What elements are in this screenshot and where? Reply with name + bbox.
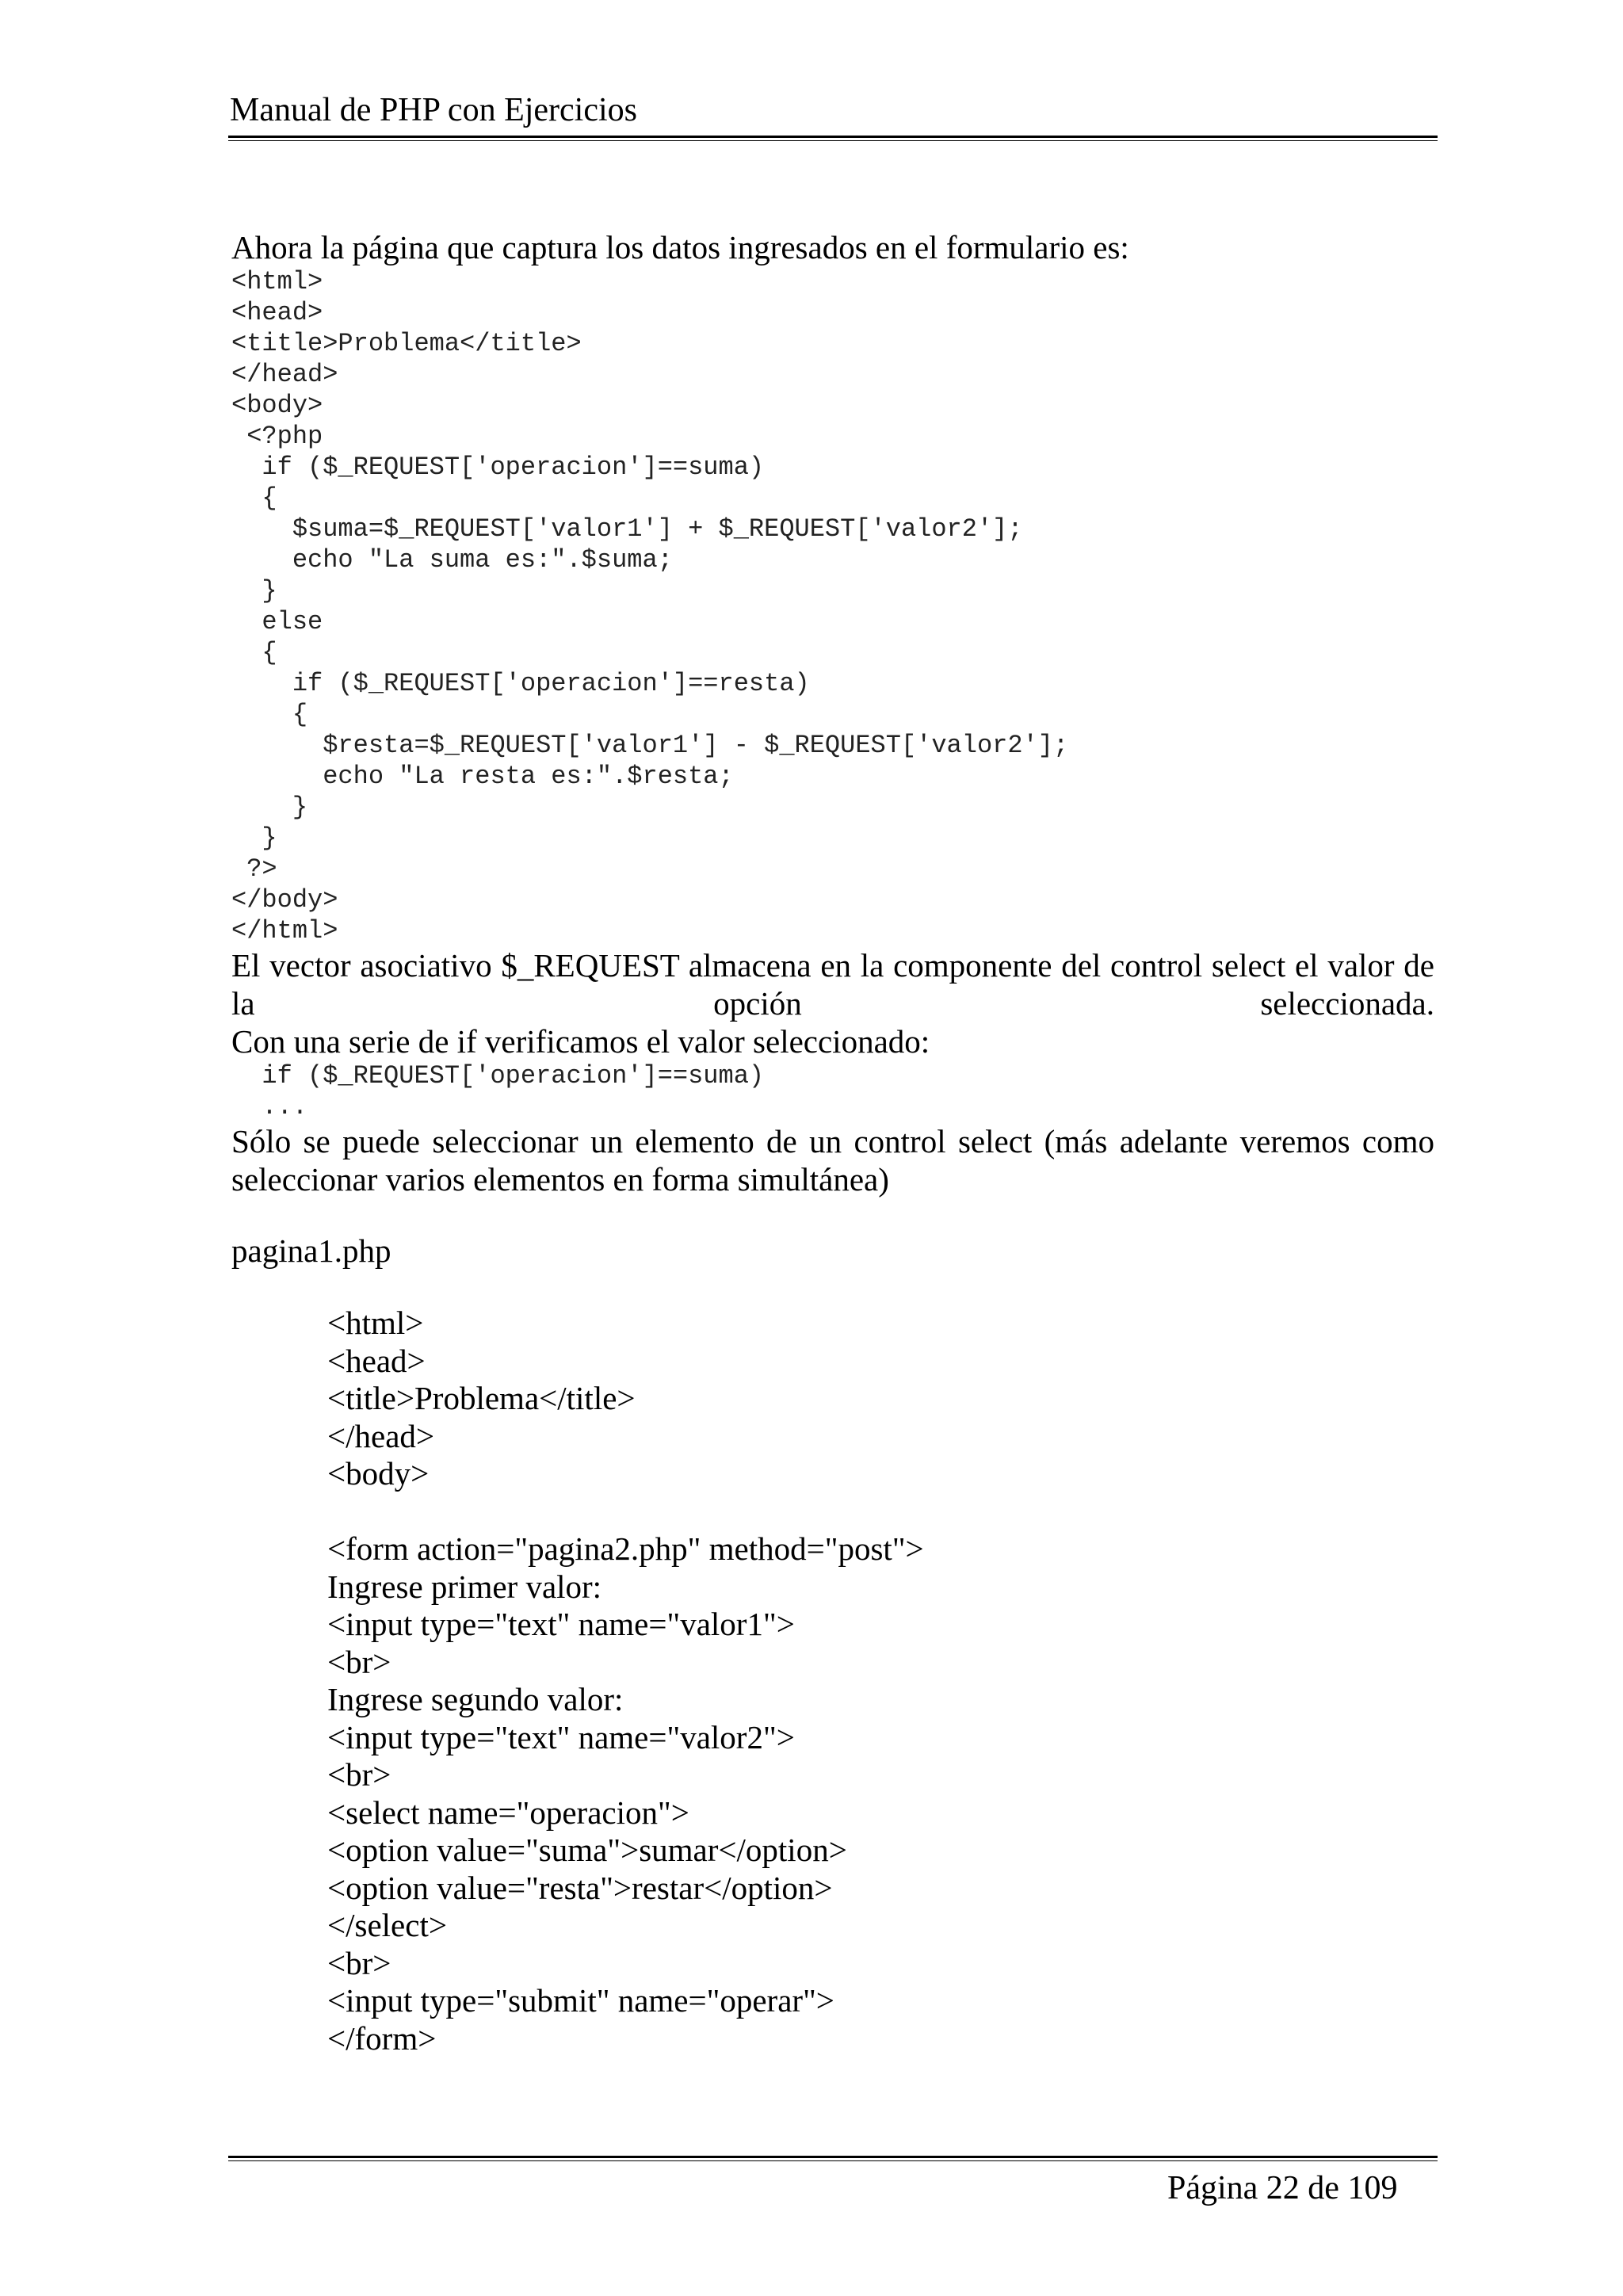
php-code-block: [231, 266, 1434, 946]
code-line: ?>: [231, 854, 277, 884]
serie-paragraph: Con una serie de if verificamos el valor seleccionado:: [231, 1023, 930, 1060]
code-line: <body>: [327, 1455, 430, 1492]
code-line: <form action="pagina2.php" method="post">: [327, 1530, 924, 1567]
code-line: if ($_REQUEST['operacion']==suma): [231, 1061, 765, 1091]
code-line: <html>: [327, 1305, 424, 1341]
spacer: [231, 1198, 1434, 1232]
code-line: echo "La suma es:".$suma;: [231, 545, 673, 575]
code-line: if ($_REQUEST['operacion']==resta): [231, 669, 810, 698]
filename-label: pagina1.php: [231, 1232, 391, 1269]
intro-paragraph: Ahora la página que captura los datos ingresados en el formulario es:: [231, 229, 1129, 266]
code-line: Ingrese primer valor:: [327, 1568, 602, 1605]
code-line: <br>: [327, 1643, 391, 1680]
code-line: if ($_REQUEST['operacion']==suma): [231, 453, 765, 482]
code-line: $resta=$_REQUEST['valor1'] - $_REQUEST['valor2'];: [231, 731, 1069, 760]
code-line: <input type="text" name="valor1">: [327, 1606, 795, 1642]
code-line: echo "La resta es:".$resta;: [231, 762, 734, 791]
code-line: $suma=$_REQUEST['valor1'] + $_REQUEST['valor2'];: [231, 514, 1023, 544]
code-line: <option value="resta">restar</option>: [327, 1869, 833, 1906]
code-line: <head>: [327, 1342, 426, 1379]
page-header-title: Manual de PHP con Ejercicios: [230, 92, 637, 128]
code-line: {: [231, 483, 277, 513]
code-line: <head>: [231, 298, 323, 327]
code-line: <html>: [231, 267, 323, 296]
snippet-code-block: [231, 1060, 1434, 1122]
code-line: }: [231, 823, 277, 853]
code-line: <input type="text" name="valor2">: [327, 1718, 795, 1755]
form-code-block: [231, 1305, 1434, 2057]
spacer: [231, 1270, 1434, 1305]
code-line: <select name="operacion">: [327, 1794, 689, 1831]
vector-paragraph: El vector asociativo $_REQUEST almacena en la componente del control select el valor de la opción seleccionada.: [231, 947, 1434, 1022]
page-content: [231, 228, 1434, 2057]
code-line: }: [231, 576, 277, 606]
code-line: </form>: [327, 2019, 437, 2057]
code-line: </select>: [327, 1907, 447, 1943]
code-line: </html>: [231, 916, 338, 946]
code-line: </head>: [231, 360, 338, 389]
code-line: <input type="submit" name="operar">: [327, 1982, 834, 2019]
code-line: Ingrese segundo valor:: [327, 1681, 624, 1717]
code-line: <title>Problema</title>: [231, 329, 582, 358]
code-line: <br>: [327, 1756, 391, 1793]
code-line: {: [231, 700, 308, 729]
code-line: <body>: [231, 391, 323, 420]
page-number: Página 22 de 109: [1167, 2170, 1398, 2206]
code-line: <br>: [327, 1944, 391, 1981]
footer-divider: [228, 2156, 1438, 2161]
code-line: <option value="suma">sumar</option>: [327, 1832, 847, 1868]
code-line: </head>: [327, 1417, 435, 1454]
code-line: <?php: [231, 422, 323, 451]
code-line: ...: [231, 1092, 308, 1121]
code-line: }: [231, 793, 308, 822]
code-line: {: [231, 638, 277, 667]
code-line: <title>Problema</title>: [327, 1380, 636, 1416]
code-line: else: [231, 607, 323, 636]
header-divider: [228, 136, 1438, 141]
code-line-blank: [231, 1493, 1434, 1531]
solo-paragraph: Sólo se puede seleccionar un elemento de un control select (más adelante veremos como seleccionar varios elementos en forma simultánea): [231, 1123, 1434, 1198]
code-line: </body>: [231, 885, 338, 915]
